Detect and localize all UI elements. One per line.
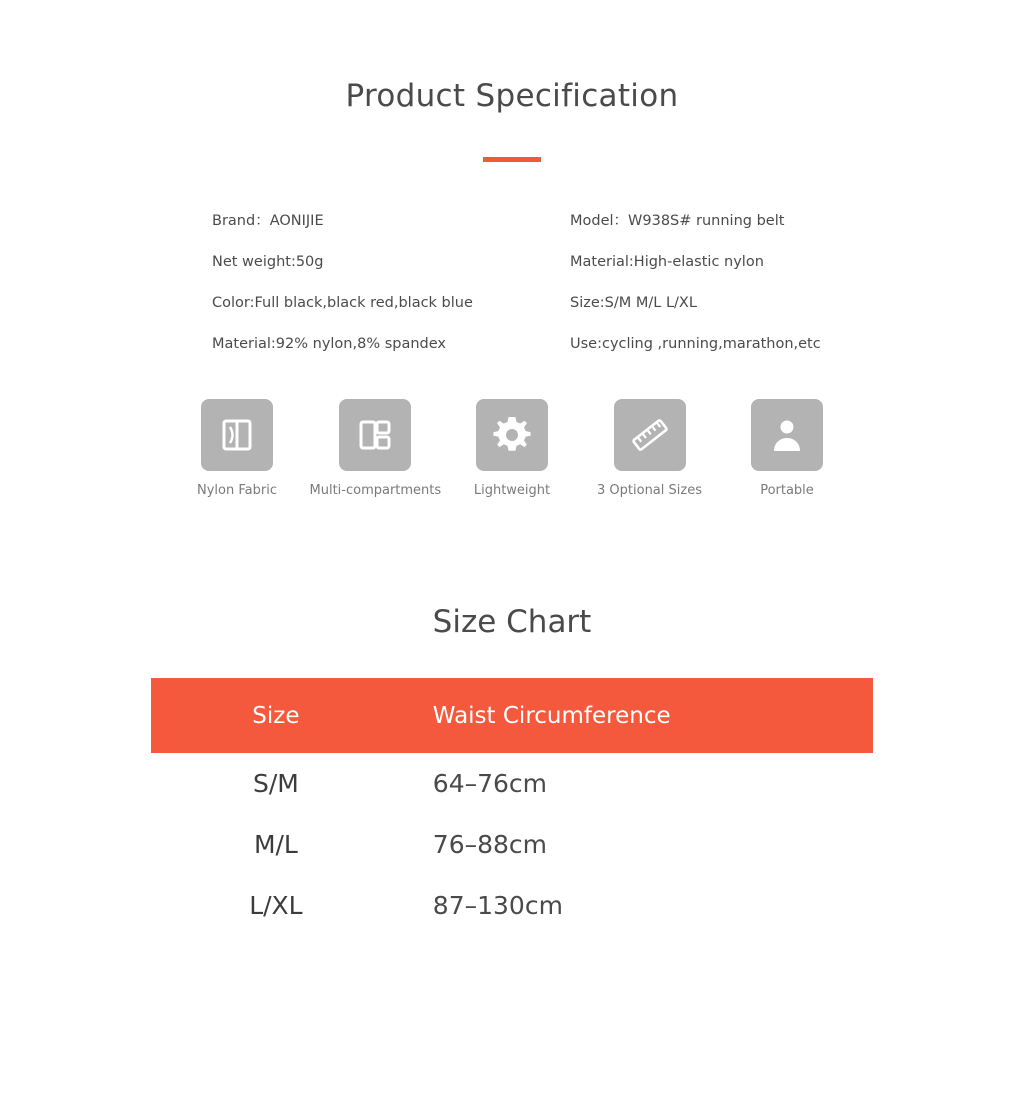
size-chart-title: Size Chart [432, 604, 592, 640]
table-header-row [151, 678, 873, 753]
multi-compartments-icon [339, 399, 411, 471]
ruler-sizes-icon [614, 399, 686, 471]
table-row [151, 814, 873, 875]
title-underline [483, 157, 541, 162]
cell-waist: 76–88cm [432, 830, 548, 859]
cell-size: M/L [253, 830, 298, 859]
nylon-fabric-icon [201, 399, 273, 471]
spec-model: Model：W938S# running belt [570, 213, 785, 229]
feature-item-optional-sizes [585, 399, 715, 498]
cell-waist: 64–76cm [432, 769, 548, 798]
spec-material-main: Material:High-elastic nylon [570, 254, 764, 270]
table-row [151, 875, 873, 936]
product-detail-page [0, 78, 1024, 1102]
feature-item-lightweight [447, 399, 577, 498]
specification-grid [212, 210, 821, 355]
page-title: Product Specification [345, 78, 679, 114]
feature-label: Multi-compartments [309, 483, 442, 498]
size-chart-body [151, 753, 873, 936]
spec-brand: Brand：AONIJIE [212, 213, 324, 229]
size-chart-header [151, 678, 873, 753]
feature-item-portable [722, 399, 852, 498]
gear-lightweight-icon [476, 399, 548, 471]
spec-material-composition: Material:92% nylon,8% spandex [212, 336, 446, 352]
feature-label: Nylon Fabric [197, 483, 277, 498]
column-header-size: Size [151, 678, 401, 753]
cell-size: S/M [252, 769, 299, 798]
spec-size: Size:S/M M/L L/XL [570, 295, 697, 311]
feature-item-nylon-fabric [172, 399, 302, 498]
size-chart-table [151, 678, 873, 936]
column-header-waist: Waist Circumference [401, 678, 873, 753]
cell-size: L/XL [249, 891, 303, 920]
spec-color: Color:Full black,black red,black blue [212, 295, 473, 311]
spec-use: Use:cycling ,running,marathon,etc [570, 336, 821, 352]
person-portable-icon [751, 399, 823, 471]
feature-list [172, 399, 852, 498]
cell-waist: 87–130cm [432, 891, 563, 920]
feature-item-multi-compartments [310, 399, 440, 498]
spec-net-weight: Net weight:50g [212, 254, 324, 270]
feature-label: 3 Optional Sizes [597, 483, 702, 498]
feature-label: Lightweight [473, 483, 551, 498]
size-chart-table-wrapper [151, 678, 873, 936]
table-row [151, 753, 873, 814]
feature-label: Portable [760, 483, 814, 498]
